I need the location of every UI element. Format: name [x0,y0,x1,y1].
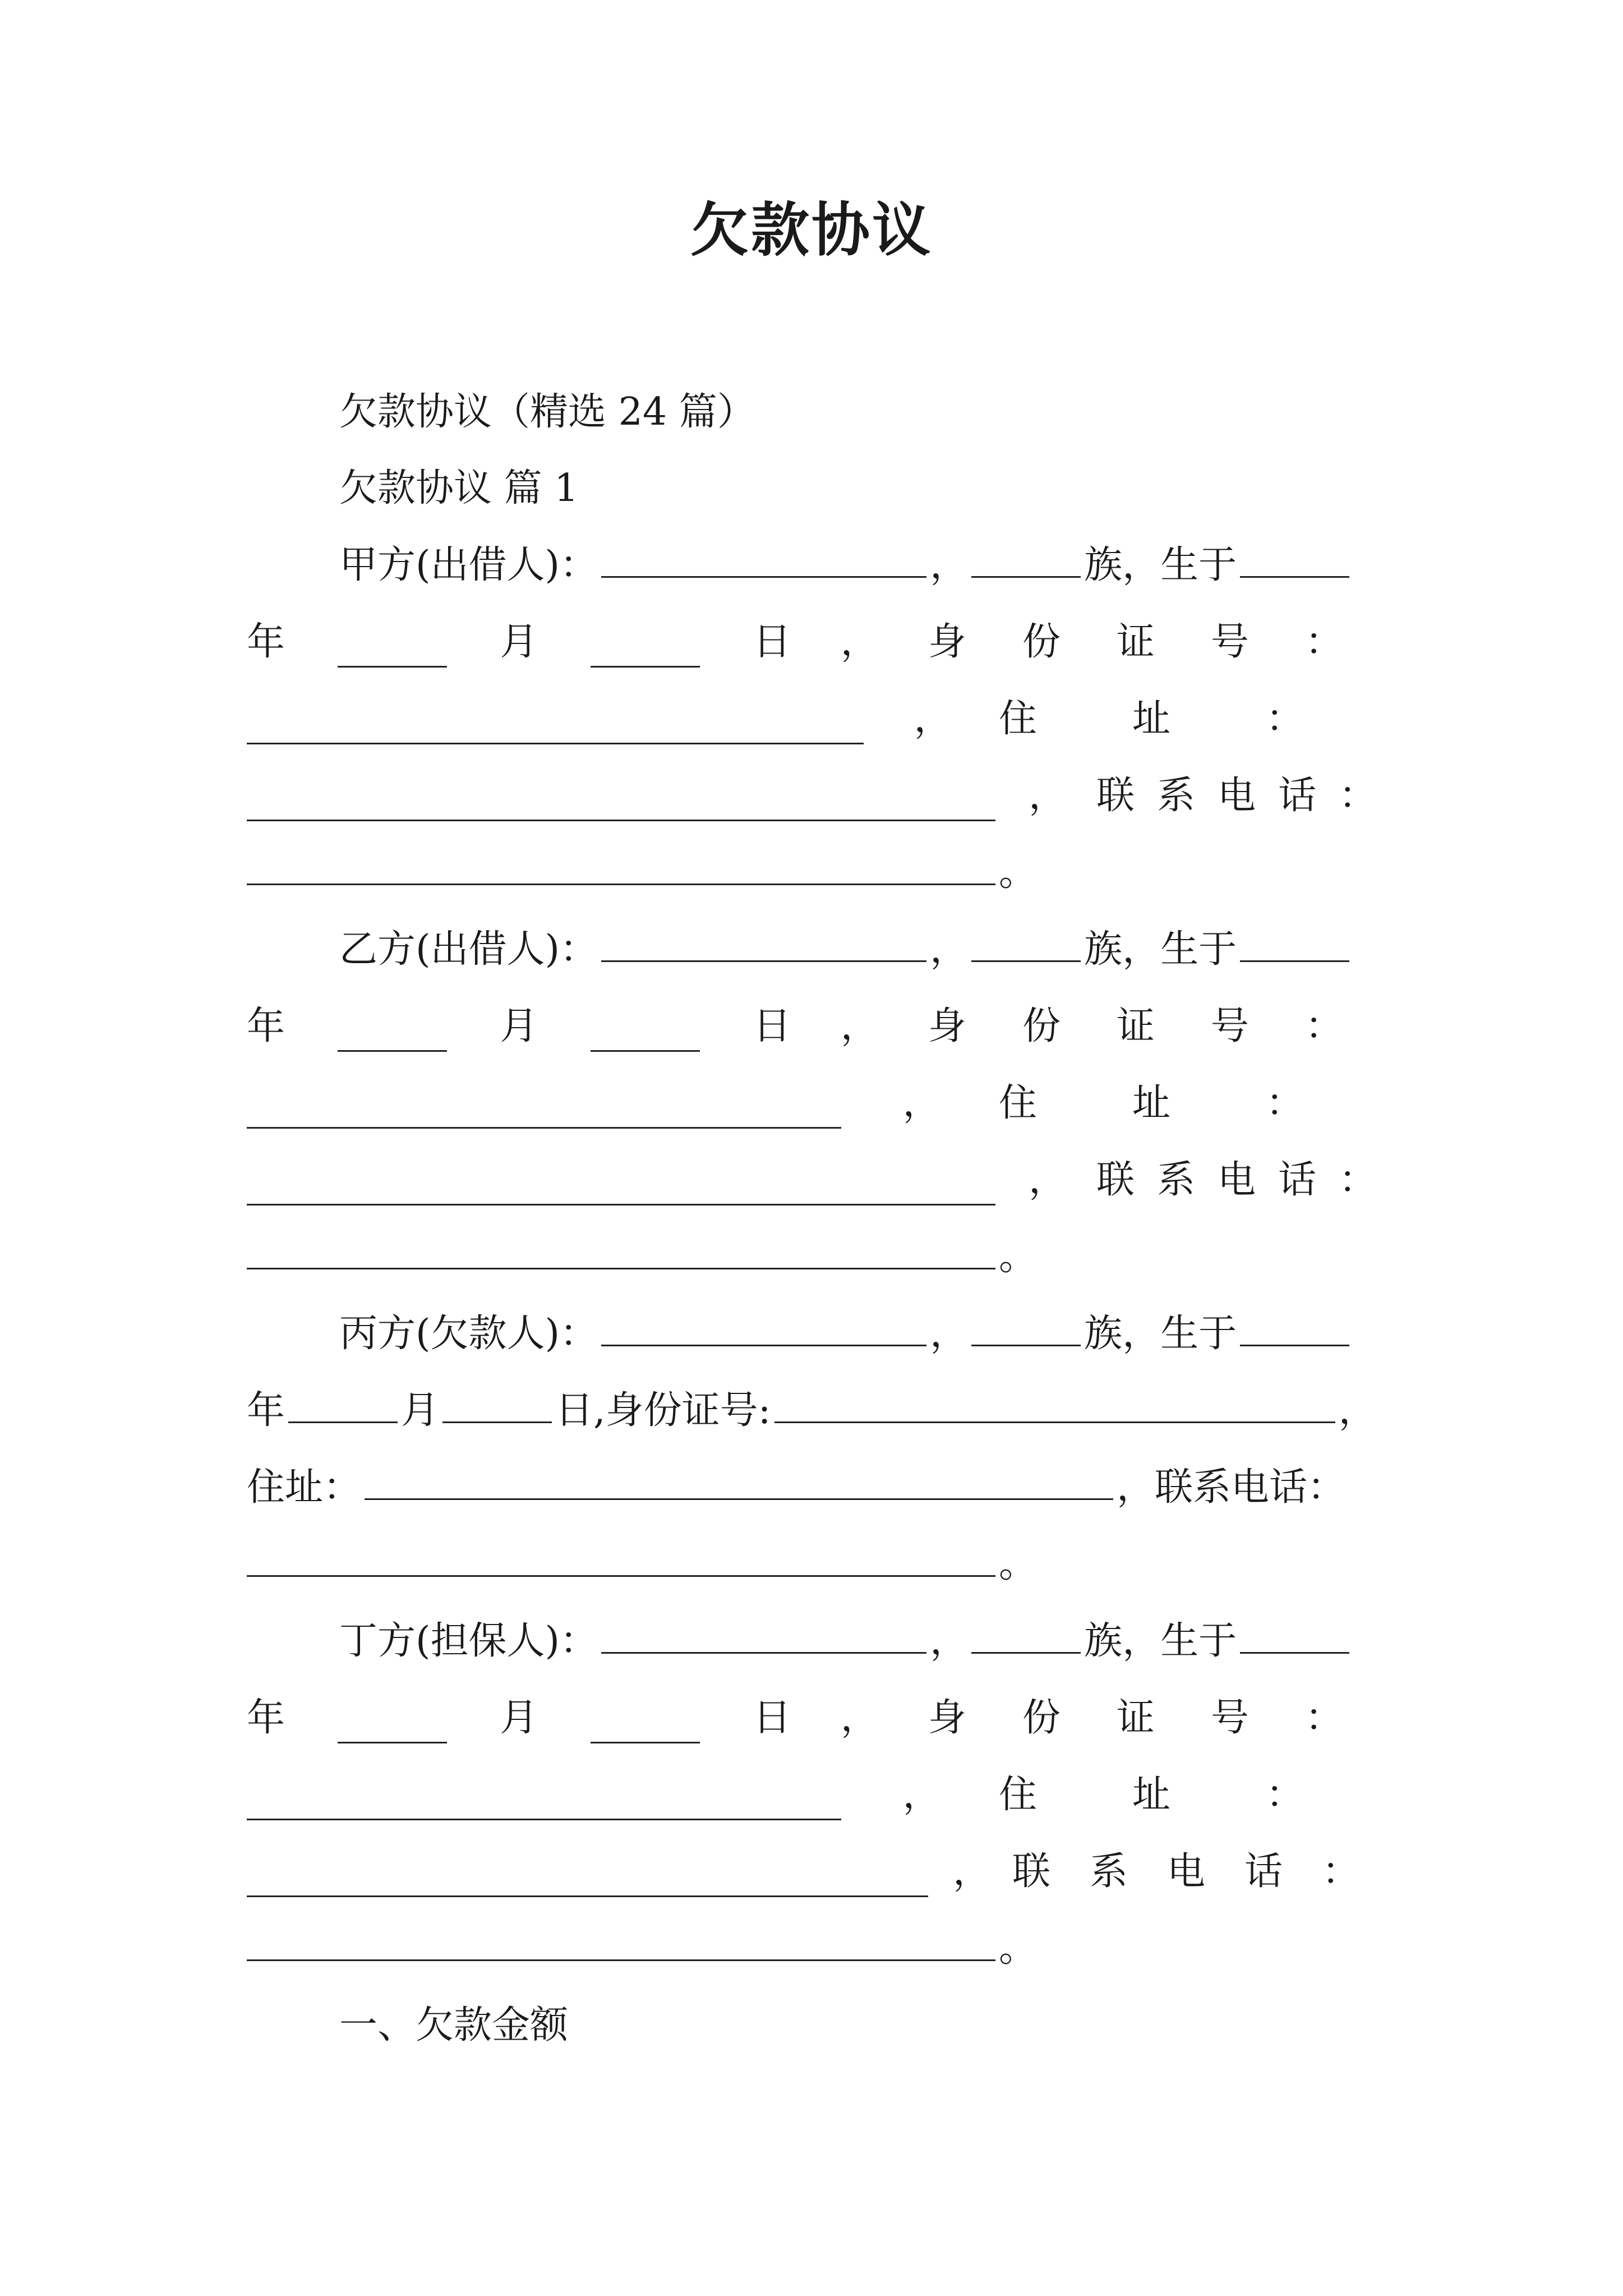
party-c-birth-year-blank[interactable] [1240,1312,1349,1346]
party-a-phone-blank[interactable] [247,851,995,885]
party-c-address-line [247,1462,1345,1513]
period: 。 [999,850,1038,895]
document-subtitle: 欠款协议（精选 24 篇） [339,390,755,434]
comma: ， [902,1773,941,1817]
party-a-ethnicity-blank[interactable] [971,544,1081,578]
month-label: 月 [401,1388,440,1433]
party-b-label: 乙方(出借人)： [339,927,598,972]
party-b-birth-year-blank[interactable] [1240,928,1349,962]
period: 。 [999,1235,1038,1279]
party-c-ethnicity-blank[interactable] [971,1312,1081,1346]
party-b-id-line [247,1078,1399,1129]
party-a-name-blank[interactable] [601,544,926,578]
comma: ， [914,697,952,741]
ethnic-born-label: 族，生于 [1084,1619,1237,1663]
comma: ， [930,1619,969,1663]
party-b-name-blank[interactable] [601,928,926,962]
party-b-ethnicity-blank[interactable] [971,928,1081,962]
party-b-birth-line [247,1001,1399,1052]
year-label: 年 [247,1388,285,1433]
party-b-name-line [339,924,1353,975]
month-label: 月 [500,620,538,664]
clause-1-heading: 一、欠款金额 [339,2003,569,2047]
id-number-label: 日,身份证号: [555,1388,771,1433]
party-d-phone-blank[interactable] [247,1927,995,1961]
party-c-id-blank[interactable] [774,1389,1335,1423]
party-a-address-line [247,771,1399,821]
party-d-address-line [247,1847,1399,1897]
party-b-phone-line [247,1232,1037,1282]
comma: ， [1028,774,1067,818]
party-b-address-line [247,1155,1399,1205]
address-label: 住址： [998,1773,1399,1817]
party-c-phone-line [247,1539,1037,1590]
party-a-phone-line [247,848,1037,898]
section-heading: 欠款协议 篇 1 [339,466,579,510]
id-number-label: 身份证号： [928,1696,1399,1740]
party-c-phone-blank[interactable] [247,1543,995,1577]
id-number-label: 身份证号： [928,620,1399,664]
party-d-ethnicity-blank[interactable] [971,1619,1081,1654]
party-c-name-line [339,1309,1353,1359]
comma: ， [1028,1158,1067,1202]
document-title: 欠款协议 [690,195,933,264]
party-d-birth-line [247,1693,1399,1743]
comma: ， [840,1696,879,1740]
party-b-id-blank[interactable] [247,1094,841,1129]
party-a-birth-year-blank[interactable] [1240,544,1349,578]
period: 。 [999,1542,1038,1586]
address-label: 住址： [998,697,1399,741]
comma: ， [840,1004,879,1048]
party-b-birth-month-blank[interactable] [338,1018,447,1052]
month-label: 月 [500,1696,538,1740]
phone-label: 联系电话： [1096,1158,1399,1202]
party-c-name-blank[interactable] [601,1312,926,1346]
day-label: 日 [753,620,791,664]
party-d-phone-line [247,1924,1037,1974]
party-a-birth-month-blank[interactable] [338,633,447,668]
party-a-birth-day-blank[interactable] [591,633,700,668]
comma: ， [930,543,969,587]
party-a-id-line [247,694,1399,744]
day-label: 日 [753,1696,791,1740]
month-label: 月 [500,1004,538,1048]
party-b-birth-day-blank[interactable] [591,1018,700,1052]
ethnic-born-label: 族，生于 [1084,543,1237,587]
phone-label: 联系电话： [1155,1465,1346,1510]
party-a-name-line [339,540,1353,591]
party-b-phone-blank[interactable] [247,1235,995,1269]
year-label: 年 [247,620,285,664]
id-number-label: 身份证号： [928,1004,1399,1048]
phone-label: 联系电话： [1096,774,1399,818]
party-d-address-blank[interactable] [247,1863,928,1897]
party-c-address-blank[interactable] [365,1466,1113,1500]
party-d-birth-month-blank[interactable] [338,1709,447,1743]
party-a-id-blank[interactable] [247,710,864,744]
party-c-birth-day-blank[interactable] [442,1389,552,1423]
party-b-address-blank[interactable] [247,1171,995,1205]
comma: ， [952,1849,991,1894]
party-a-address-blank[interactable] [247,787,995,821]
address-label: 住址： [247,1465,362,1510]
year-label: 年 [247,1696,285,1740]
phone-label: 联系电话： [1012,1849,1399,1894]
party-d-name-line [339,1616,1353,1667]
ethnic-born-label: 族，生于 [1084,927,1237,972]
party-c-birth-id-line [247,1386,1377,1436]
comma: ， [840,620,879,664]
party-c-birth-month-blank[interactable] [288,1389,398,1423]
party-d-birth-year-blank[interactable] [1240,1619,1349,1654]
year-label: 年 [247,1004,285,1048]
party-a-label: 甲方(出借人)： [339,543,598,587]
day-label: 日 [753,1004,791,1048]
comma: ， [1338,1388,1377,1433]
period: 。 [999,1926,1038,1971]
comma: ， [1117,1465,1155,1510]
comma: ， [930,1312,969,1356]
party-c-label: 丙方(欠款人)： [339,1312,598,1356]
address-label: 住址： [998,1081,1399,1125]
party-d-birth-day-blank[interactable] [591,1709,700,1743]
party-d-id-line [247,1770,1399,1820]
comma: ， [902,1081,941,1125]
ethnic-born-label: 族，生于 [1084,1312,1237,1356]
party-d-label: 丁方(担保人)： [339,1619,598,1663]
party-d-name-blank[interactable] [601,1619,926,1654]
party-d-id-blank[interactable] [247,1786,841,1820]
comma: ， [930,927,969,972]
party-a-birth-line [247,617,1399,668]
